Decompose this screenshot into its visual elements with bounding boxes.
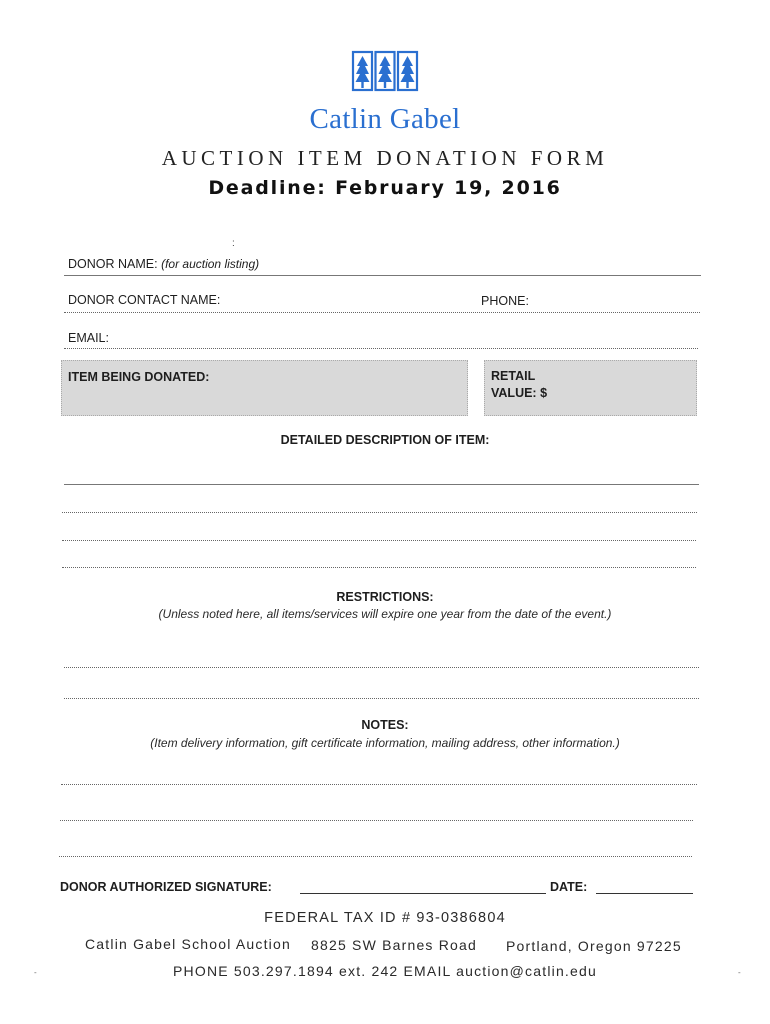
logo-wordmark: Catlin Gabel bbox=[309, 103, 461, 135]
notes-line-2[interactable] bbox=[60, 820, 693, 821]
retail-label: RETAIL bbox=[491, 369, 536, 383]
left-mark: - bbox=[34, 968, 37, 977]
donor-name-label: DONOR NAME: bbox=[68, 257, 158, 271]
signature-line[interactable] bbox=[300, 893, 546, 894]
three-trees-logo-icon bbox=[351, 50, 419, 92]
donor-name-line bbox=[64, 275, 701, 276]
school-name: Catlin Gabel School Auction bbox=[85, 936, 291, 952]
donor-name-field[interactable] bbox=[68, 257, 259, 271]
restrictions-heading: RESTRICTIONS: bbox=[336, 590, 434, 604]
tax-id: FEDERAL TAX ID # 93-0386804 bbox=[264, 910, 506, 926]
notes-line-1[interactable] bbox=[61, 784, 697, 785]
notes-heading: NOTES: bbox=[361, 718, 409, 732]
item-donated-label: ITEM BEING DONATED: bbox=[68, 370, 210, 384]
notes-note: (Item delivery information, gift certificate information, mailing address, other information.) bbox=[150, 736, 620, 750]
right-mark: - bbox=[738, 968, 741, 977]
restrictions-line-2[interactable] bbox=[64, 698, 699, 699]
retail-value-label: VALUE: $ bbox=[491, 386, 548, 400]
deadline: Deadline: February 19, 2016 bbox=[208, 177, 562, 199]
date-line[interactable] bbox=[596, 893, 693, 894]
street-address: 8825 SW Barnes Road bbox=[311, 937, 477, 953]
signature-label: DONOR AUTHORIZED SIGNATURE: bbox=[60, 880, 272, 894]
restrictions-note: (Unless noted here, all items/services will expire one year from the date of the event.) bbox=[158, 607, 612, 621]
retail-value-box[interactable] bbox=[484, 360, 697, 416]
email-line bbox=[64, 348, 698, 349]
date-label: DATE: bbox=[550, 880, 588, 894]
donor-name-note: (for auction listing) bbox=[161, 257, 260, 271]
restrictions-line-1[interactable] bbox=[64, 667, 699, 668]
contact-line bbox=[64, 312, 700, 313]
phone-label[interactable]: PHONE: bbox=[481, 294, 529, 308]
contact-info: PHONE 503.297.1894 ext. 242 EMAIL auction@catlin.edu bbox=[173, 963, 597, 979]
email-label[interactable]: EMAIL: bbox=[68, 331, 109, 345]
description-heading: DETAILED DESCRIPTION OF ITEM: bbox=[280, 433, 490, 447]
notes-line-3[interactable] bbox=[59, 856, 692, 857]
contact-name-label[interactable]: DONOR CONTACT NAME: bbox=[68, 293, 221, 307]
city-address: Portland, Oregon 97225 bbox=[506, 938, 682, 954]
form-title: AUCTION ITEM DONATION FORM bbox=[161, 146, 609, 170]
item-donated-box[interactable] bbox=[61, 360, 468, 416]
description-line-3[interactable] bbox=[62, 540, 696, 541]
description-line-2[interactable] bbox=[62, 512, 697, 513]
description-line-1[interactable] bbox=[64, 484, 699, 485]
description-line-4[interactable] bbox=[62, 567, 696, 568]
stray-mark: : bbox=[232, 238, 235, 249]
